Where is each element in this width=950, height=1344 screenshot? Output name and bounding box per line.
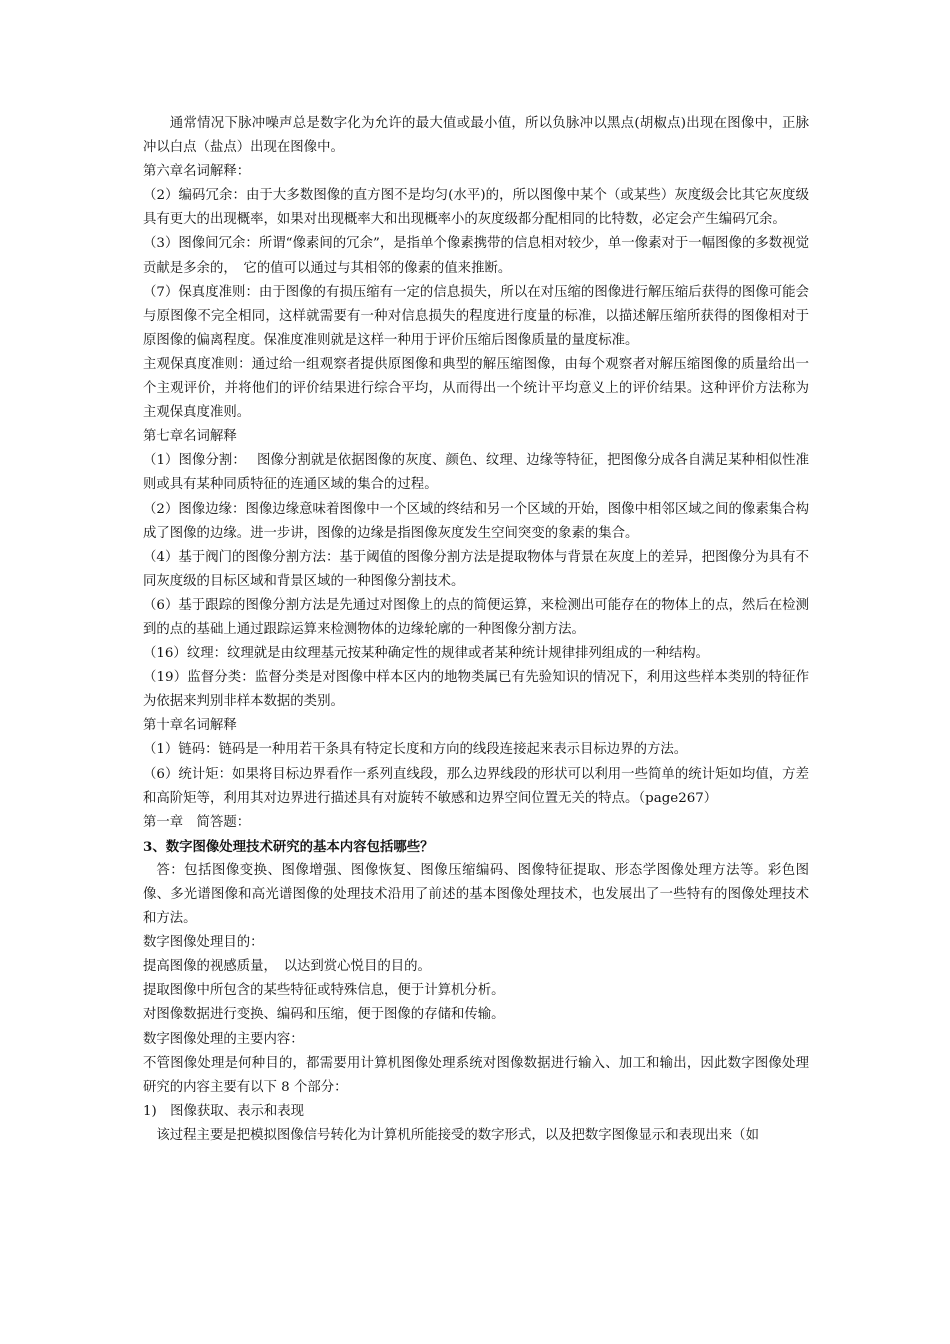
paragraph-coding-redundancy: （2）编码冗余：由于大多数图像的直方图不是均匀(水平)的，所以图像中某个（或某些）灰度级会比其它灰度级具有更大的出现概率，如果对出现概率大和出现概率小的灰度级都分配相同的比特数，必定会产生编码冗余。 [143,188,809,228]
paragraph-statistical-moments: （6）统计矩：如果将目标边界看作一系列直线段，那么边界线段的形状可以利用一些简单的统计矩如均值，方差和高阶矩等，利用其对边界进行描述具有对旋转不敏感和边界空间位置无关的特点。（page267） [143,766,809,806]
heading-processing-goals: 数字图像处理目的： [143,935,264,951]
paragraph-subjective-fidelity: 主观保真度准则：通过给一组观察者提供原图像和典型的解压缩图像，由每个观察者对解压缩图像的质量给出一个主观评价，并将他们的评价结果进行综合平均，从而得出一个统计平均意义上的评价结果。这种评价方法称为主观保真度准则。 [143,356,809,421]
paragraph-texture: （16）纹理：纹理就是由纹理基元按某种确定性的规律或者某种统计规律排列组成的一种结构。 [143,646,710,662]
paragraph-threshold-segmentation: （4）基于阀门的图像分割方法：基于阈值的图像分割方法是提取物体与背景在灰度上的差异，把图像分为具有不同灰度级的目标区域和背景区域的一种图像分割技术。 [143,549,809,589]
paragraph-interpixel-redundancy: （3）图像间冗余：所谓“像素间的冗余”，是指单个像素携带的信息相对较少，单一像素对于一幅图像的多数视觉贡献是多余的， 它的值可以通过与其相邻的像素的值来推断。 [143,236,809,276]
paragraph-main-content-intro: 不管图像处理是何种目的，都需要用计算机图像处理系统对图像数据进行输入、加工和输出，因此数字图像处理研究的内容主要有以下 8 个部分： [143,1055,809,1095]
heading-main-content: 数字图像处理的主要内容： [143,1031,304,1047]
paragraph-acquisition: 该过程主要是把模拟图像信号转化为计算机所能接受的数字形式，以及把数字图像显示和表现出来（如 [156,1127,759,1143]
paragraph-chain-code: （1）链码：链码是一种用若干条具有特定长度和方向的线段连接起来表示目标边界的方法。 [143,742,688,758]
paragraph-image-segmentation: （1）图像分割： 图像分割就是依据图像的灰度、颜色、纹理、边缘等特征，把图像分成各自满足某种相似性准则或具有某种同质特征的连通区域的集合的过程。 [143,453,809,493]
goal-item-3: 对图像数据进行变换、编码和压缩，便于图像的存储和传输。 [143,1007,505,1023]
paragraph-image-edge: （2）图像边缘：图像边缘意味着图像中一个区域的终结和另一个区域的开始，图像中相邻区域之间的像素集合构成了图像的边缘。进一步讲，图像的边缘是指图像灰度发生空间突变的象素的集合。 [143,501,809,541]
heading-chapter-7: 第七章名词解释 [143,429,237,445]
heading-chapter-10: 第十章名词解释 [143,718,237,734]
list-item-1-heading: 1) 图像获取、表示和表现 [143,1103,305,1119]
heading-chapter-1-short-answer: 第一章 简答题： [143,814,251,830]
paragraph-tracking-segmentation: （6）基于跟踪的图像分割方法是先通过对图像上的点的简便运算，来检测出可能存在的物体上的点，然后在检测到的点的基础上通过跟踪运算来检测物体的边缘轮廓的一种图像分割方法。 [143,597,809,637]
goal-item-1: 提高图像的视感质量， 以达到赏心悦目的目的。 [143,959,431,975]
question-3: 3、数字图像处理技术研究的基本内容包括哪些？ [143,838,434,855]
document-page [143,112,809,1148]
goal-item-2: 提取图像中所包含的某些特征或特殊信息，便于计算机分析。 [143,983,505,999]
answer-3: 答：包括图像变换、图像增强、图像恢复、图像压缩编码、图像特征提取、形态学图像处理方法等。彩色图像、多光谱图像和高光谱图像的处理技术沿用了前述的基本图像处理技术，也发展出了一些特有的图像处理技术和方法。 [143,862,809,927]
paragraph-supervised-classification: （19）监督分类：监督分类是对图像中样本区内的地物类属已有先验知识的情况下，利用这些样本类别的特征作为依据来判别非样本数据的类别。 [143,670,809,710]
heading-chapter-6: 第六章名词解释： [143,164,251,180]
paragraph-fidelity-criteria: （7）保真度准则：由于图像的有损压缩有一定的信息损失，所以在对压缩的图像进行解压缩后获得的图像可能会与原图像不完全相同，这样就需要有一种对信息损失的程度进行度量的标准，以描述解压缩所获得的图像相对于原图像的偏离程度。保准度准则就是这样一种用于评价压缩后图像质量的量度标准。 [143,284,809,348]
paragraph-impulse-noise: 通常情况下脉冲噪声总是数字化为允许的最大值或最小值，所以负脉冲以黑点(胡椒点)出现在图像中，正脉冲以白点（盐点）出现在图像中。 [143,116,809,156]
